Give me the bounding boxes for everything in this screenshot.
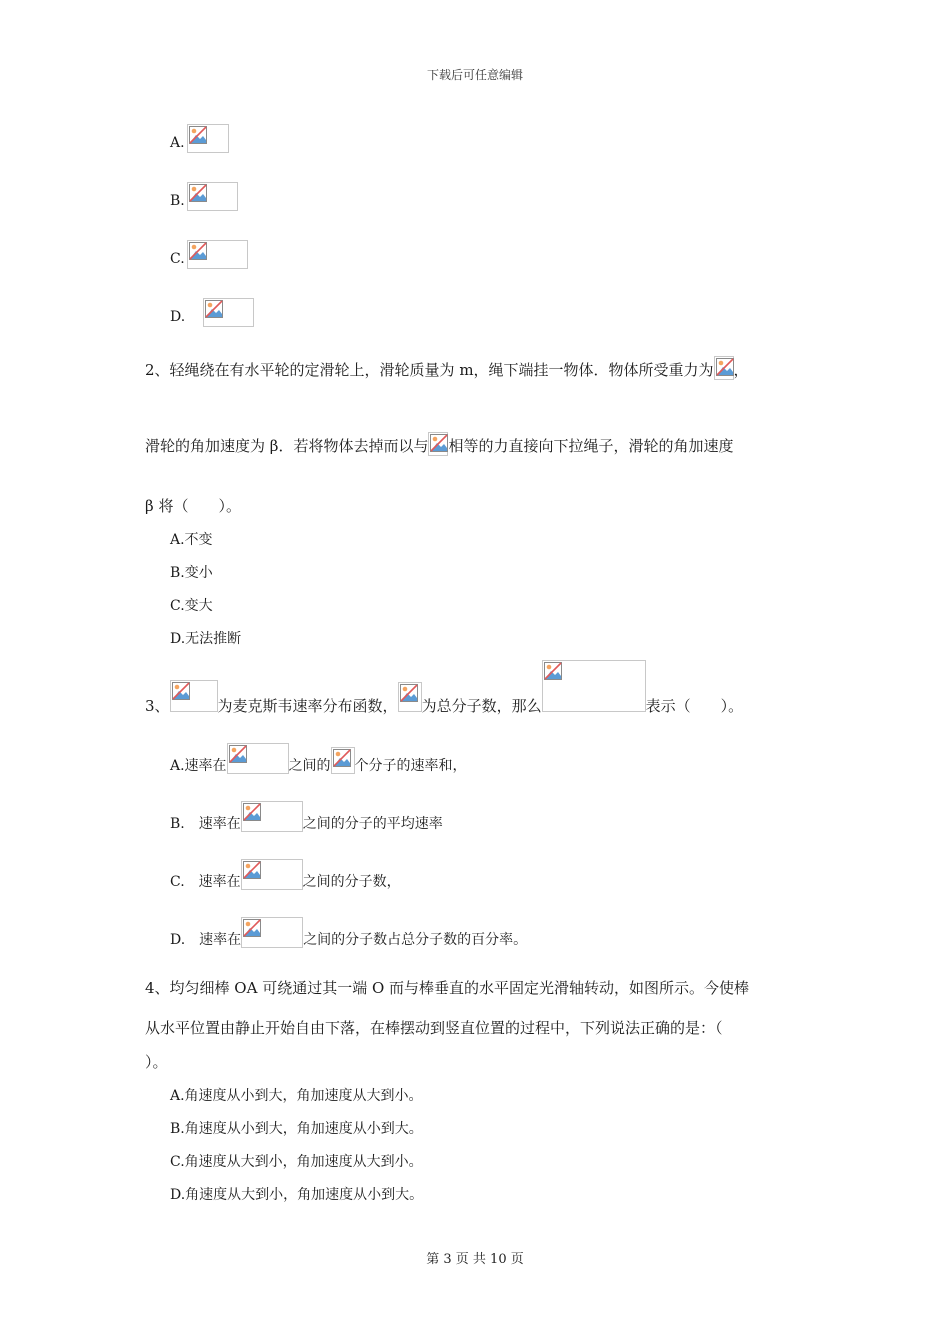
q3-total-image-icon bbox=[398, 682, 422, 712]
q3-prefix: 3、 bbox=[145, 697, 170, 715]
q4-line-1: 4、均匀细棒 OA 可绕通过其一端 O 而与棒垂直的水平固定光滑轴转动，如图所示。今使棒 bbox=[145, 979, 750, 997]
q3-option-a-n-image-icon bbox=[331, 747, 355, 774]
q4-line-2: 从水平位置由静止开始自由下落，在棒摆动到竖直位置的过程中，下列说法正确的是：（ bbox=[145, 1019, 723, 1037]
q3-text-3: 表示（ ）。 bbox=[645, 697, 744, 715]
q2-force-image-icon bbox=[428, 432, 448, 456]
q2-option-c: C.变大 bbox=[170, 598, 213, 614]
q3-text-2: 为总分子数，那么 bbox=[421, 697, 542, 715]
q3-option-c-text-2: 之间的分子数， bbox=[302, 874, 401, 890]
q4-option-c: C.角速度从大到小，角加速度从大到小。 bbox=[170, 1154, 423, 1170]
q1-option-b bbox=[170, 182, 238, 211]
q1-option-a bbox=[170, 124, 229, 153]
q2-text-1b: ， bbox=[733, 361, 749, 379]
page-header: 下载后可任意编辑 bbox=[426, 68, 523, 82]
q1-option-b-image-icon bbox=[187, 182, 238, 211]
q3-option-b-text-2: 之间的分子的平均速率 bbox=[302, 816, 443, 832]
q3-option-a-text-1: A.速率在 bbox=[170, 758, 227, 774]
q3-option-d-text-1: D. 速率在 bbox=[170, 932, 242, 948]
q3-option-d bbox=[170, 917, 527, 948]
q3-distribution-image-icon bbox=[170, 680, 218, 712]
q4-option-a: A.角速度从小到大，角加速度从大到小。 bbox=[170, 1088, 423, 1104]
q2-option-d: D.无法推断 bbox=[170, 631, 242, 647]
q4-line-3: ）。 bbox=[145, 1053, 168, 1071]
q1-option-d-label: D. bbox=[170, 309, 186, 325]
q2-line-3: β 将（ ）。 bbox=[145, 497, 241, 515]
q1-option-d bbox=[170, 298, 254, 327]
q1-option-a-image-icon bbox=[187, 124, 229, 153]
q2-text-1a: 2、轻绳绕在有水平轮的定滑轮上，滑轮质量为 m，绳下端挂一物体．物体所受重力为 bbox=[145, 361, 714, 379]
q1-option-a-label: A. bbox=[170, 135, 185, 151]
q3-option-b bbox=[170, 801, 443, 832]
q1-option-b-label: B. bbox=[170, 193, 185, 209]
q3-integral-image-icon bbox=[542, 660, 646, 712]
q3-option-b-text-1: B. 速率在 bbox=[170, 816, 241, 832]
q2-weight-image-icon bbox=[714, 356, 734, 380]
q3-text-1: 为麦克斯韦速率分布函数， bbox=[217, 697, 398, 715]
q3-option-a-text-3: 个分子的速率和， bbox=[354, 758, 467, 774]
q1-option-c bbox=[170, 240, 248, 269]
q2-option-a: A.不变 bbox=[170, 532, 213, 548]
q2-line-2 bbox=[145, 432, 733, 456]
q4-option-b: B.角速度从小到大，角加速度从小到大。 bbox=[170, 1121, 423, 1137]
q1-option-c-label: C. bbox=[170, 251, 185, 267]
q1-option-d-image-icon bbox=[203, 298, 254, 327]
q2-text-2a: 滑轮的角加速度为 β．若将物体去掉而以与 bbox=[145, 437, 429, 455]
q3-option-a-text-2: 之间的 bbox=[288, 758, 331, 774]
q2-line-1 bbox=[145, 356, 749, 380]
q3-option-b-range-image-icon bbox=[241, 801, 303, 832]
q3-stem bbox=[145, 660, 744, 715]
q2-option-b: B.变小 bbox=[170, 565, 213, 581]
q3-option-c bbox=[170, 859, 401, 890]
q3-option-a bbox=[170, 743, 467, 774]
q3-option-c-range-image-icon bbox=[241, 859, 303, 890]
q3-option-d-range-image-icon bbox=[241, 917, 303, 948]
q3-option-d-text-2: 之间的分子数占总分子数的百分率。 bbox=[303, 932, 528, 948]
q3-option-c-text-1: C. 速率在 bbox=[170, 874, 241, 890]
page-footer: 第 3 页 共 10 页 bbox=[426, 1252, 524, 1267]
q2-text-2b: 相等的力直接向下拉绳子，滑轮的角加速度 bbox=[448, 437, 734, 455]
q4-option-d: D.角速度从大到小，角加速度从小到大。 bbox=[170, 1187, 424, 1203]
q1-option-c-image-icon bbox=[187, 240, 248, 269]
q3-option-a-range-image-icon bbox=[227, 743, 289, 774]
